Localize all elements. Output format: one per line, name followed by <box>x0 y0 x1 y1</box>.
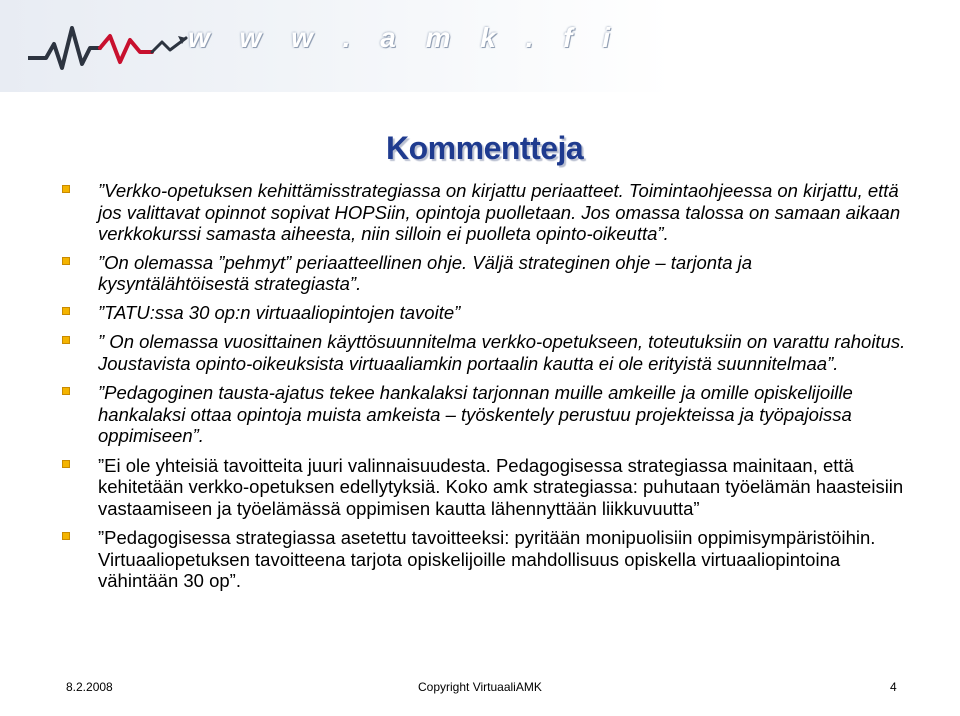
bullet-text: ”Pedagoginen tausta-ajatus tekee hankalaksi tarjonnan muille amkeille ja omille opiskelijoille hankalaksi ottaa opintoja muista amkeista – työskentely perustuu projekteissa ja työpajoissa oppimiseen”. <box>98 382 853 446</box>
site-url: w w w . a m k . f i <box>188 22 622 53</box>
bullet-text: ”Pedagogisessa strategiassa asetettu tavoitteeksi: pyritään monipuolisiin oppimisympäristöihin. Virtuaaliopetuksen tavoitteena tarjota opiskelijoille mahdollisuus opiskella virtuaaliopintoina vähintään 30 op”. <box>98 527 876 591</box>
square-bullet-icon <box>62 387 70 395</box>
square-bullet-icon <box>62 257 70 265</box>
slide-title: Kommentteja <box>386 130 584 166</box>
page-number: 4 <box>890 680 897 694</box>
header-band <box>0 0 960 92</box>
list-item <box>62 382 908 447</box>
footer-date: 8.2.2008 <box>66 680 113 694</box>
footer-copyright: Copyright VirtuaaliAMK <box>418 680 542 694</box>
bullet-text: ”On olemassa ”pehmyt” periaatteellinen ohje. Väljä strateginen ohje – tarjonta ja kysyntälähtöisestä strategiasta”. <box>98 251 753 294</box>
amk-logo-icon <box>28 18 188 80</box>
list-item <box>62 527 908 592</box>
bullet-text: ”Verkko-opetuksen kehittämisstrategiassa on kirjattu periaatteet. Toimintaohjeessa on kirjattu, että jos valittavat opinnot sopivat HOPSiin, opintoja puolletaan. Jos omassa talossa on samaan aikaan verkkokurssi samasta aiheesta, niin silloin ei puolleta opinto-oikeutta”. <box>98 180 901 244</box>
square-bullet-icon <box>62 460 70 468</box>
list-item <box>62 252 908 295</box>
list-item <box>62 331 908 374</box>
square-bullet-icon <box>62 307 70 315</box>
bullet-text: ”TATU:ssa 30 op:n virtuaaliopintojen tavoite” <box>98 301 461 323</box>
list-item <box>62 302 908 324</box>
list-item <box>62 455 908 520</box>
square-bullet-icon <box>62 336 70 344</box>
square-bullet-icon <box>62 185 70 193</box>
square-bullet-icon <box>62 532 70 540</box>
bullet-list <box>62 180 908 592</box>
bullet-text: ” On olemassa vuosittainen käyttösuunnitelma verkko-opetukseen, toteutuksiin on varattu rahoitus. Joustavista opinto-oikeuksista virtuaaliamkin portaalin kautta ei ole erityistä suunnitelmaa”. <box>98 331 906 374</box>
bullet-text: ”Ei ole yhteisiä tavoitteita juuri valinnaisuudesta. Pedagogisessa strategiassa mainitaan, että kehitetään verkko-opetuksen edellytyksiä. Koko amk strategiassa: puhutaan työelämän haasteisiin vastaamiseen ja työelämässä oppimisen kautta lähennyttään liikkuvuutta” <box>98 454 904 519</box>
list-item <box>62 180 908 245</box>
